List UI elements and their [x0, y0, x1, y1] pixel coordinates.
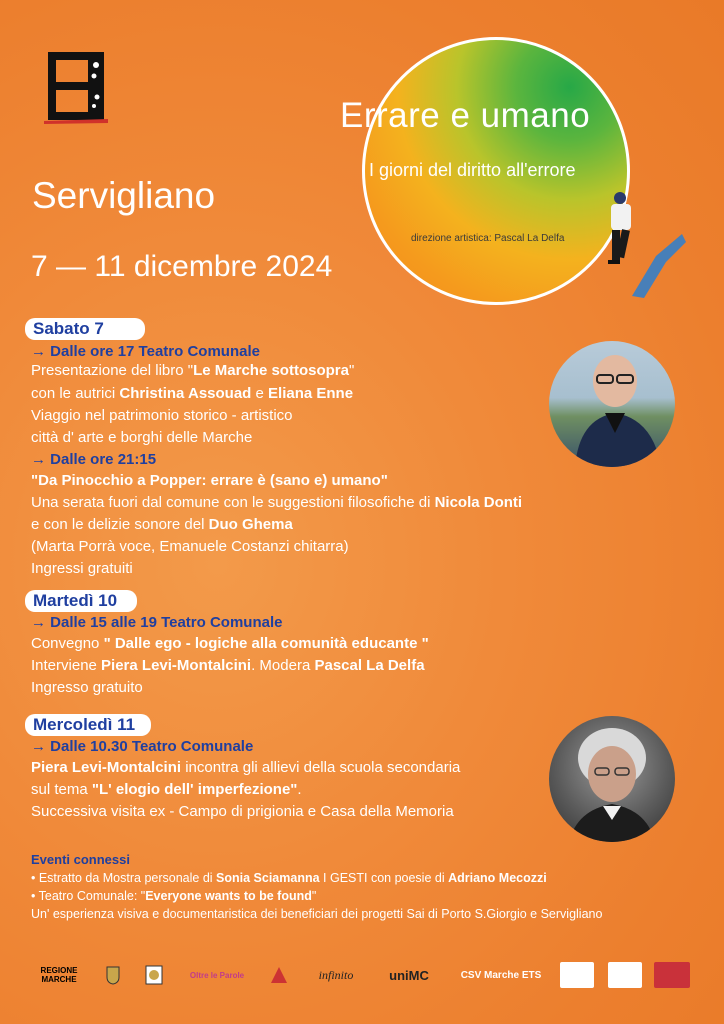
- speaker-photo-piera-levi-montalcini: [549, 716, 675, 842]
- csv-marche-logo: CSV Marche ETS: [460, 969, 542, 981]
- day-label-sabato: Sabato 7: [25, 318, 145, 340]
- city-name: Servigliano: [32, 175, 216, 216]
- event-line: sul tema "L' elogio dell' imperfezione".: [31, 781, 302, 798]
- provincia-crest-logo: [144, 962, 164, 988]
- event-line: Piera Levi-Montalcini incontra gli allievi della scuola secondaria: [31, 759, 461, 776]
- event-subtitle: I giorni del diritto all'errore: [369, 160, 576, 180]
- infinito-logo: infinito: [318, 967, 354, 982]
- event-line: Presentazione del libro "Le Marche sottosopra": [31, 362, 355, 379]
- related-event-line: • Estratto da Mostra personale di Sonia Sciamanna I GESTI con poesie di Adriano Mecozzi: [31, 871, 547, 885]
- event-line: Ingressi gratuiti: [31, 560, 133, 577]
- related-event-line: Un' esperienza visiva e documentaristica dei beneficiari dei progetti Sai di Porto S.Giorgio e Servigliano: [31, 907, 603, 921]
- related-events-heading: Eventi connessi: [31, 852, 130, 867]
- partner-logo-2: [608, 962, 642, 988]
- walking-figure-illustration: [596, 186, 688, 302]
- regione-marche-logo: REGIONE MARCHE: [40, 966, 78, 984]
- event-line: Una serata fuori dal comune con le suggestioni filosofiche di Nicola Donti: [31, 494, 523, 511]
- event-line: Convegno " Dalle ego - logiche alla comunità educante ": [31, 635, 429, 652]
- event-time: → Dalle ore 17 Teatro Comunale: [31, 343, 260, 360]
- oltre-le-parole-logo: Oltre le Parole: [189, 970, 245, 980]
- event-line: "Da Pinocchio a Popper: errare è (sano e) umano": [31, 472, 388, 489]
- sponsor-logos-bar: [0, 958, 724, 992]
- event-title: Errare e umano: [340, 96, 591, 135]
- event-time: → Dalle ore 21:15: [31, 451, 157, 468]
- event-line: città d' arte e borghi delle Marche: [31, 429, 253, 446]
- partner-logo-3: [654, 962, 690, 988]
- day-label-martedi: Martedì 10: [25, 590, 137, 612]
- triangle-org-logo: [268, 962, 290, 988]
- partner-logo-1: [560, 962, 594, 988]
- artistic-direction: direzione artistica: Pascal La Delfa: [411, 233, 565, 244]
- event-line: (Marta Porrà voce, Emanuele Costanzi chitarra): [31, 538, 349, 555]
- event-line: e con le delizie sonore del Duo Ghema: [31, 516, 293, 533]
- event-line: Successiva visita ex - Campo di prigionia e Casa della Memoria: [31, 803, 454, 820]
- event-time: → Dalle 15 alle 19 Teatro Comunale: [31, 614, 283, 631]
- day-label-mercoledi: Mercoledì 11: [25, 714, 151, 736]
- unimc-logo: uniMC: [389, 967, 429, 983]
- event-line: Ingresso gratuito: [31, 679, 143, 696]
- festival-logo: [44, 49, 108, 125]
- speaker-photo-nicola-donti: [549, 341, 675, 467]
- related-event-line: • Teatro Comunale: "Everyone wants to be found": [31, 889, 317, 903]
- event-time: → Dalle 10.30 Teatro Comunale: [31, 738, 254, 755]
- event-line: Viaggio nel patrimonio storico - artistico: [31, 407, 293, 424]
- event-line: Interviene Piera Levi-Montalcini. Modera Pascal La Delfa: [31, 657, 425, 674]
- event-line: con le autrici Christina Assouad e Eliana Enne: [31, 385, 354, 402]
- comune-crest-logo: [104, 962, 122, 988]
- event-dates: 7 — 11 dicembre 2024: [31, 250, 333, 283]
